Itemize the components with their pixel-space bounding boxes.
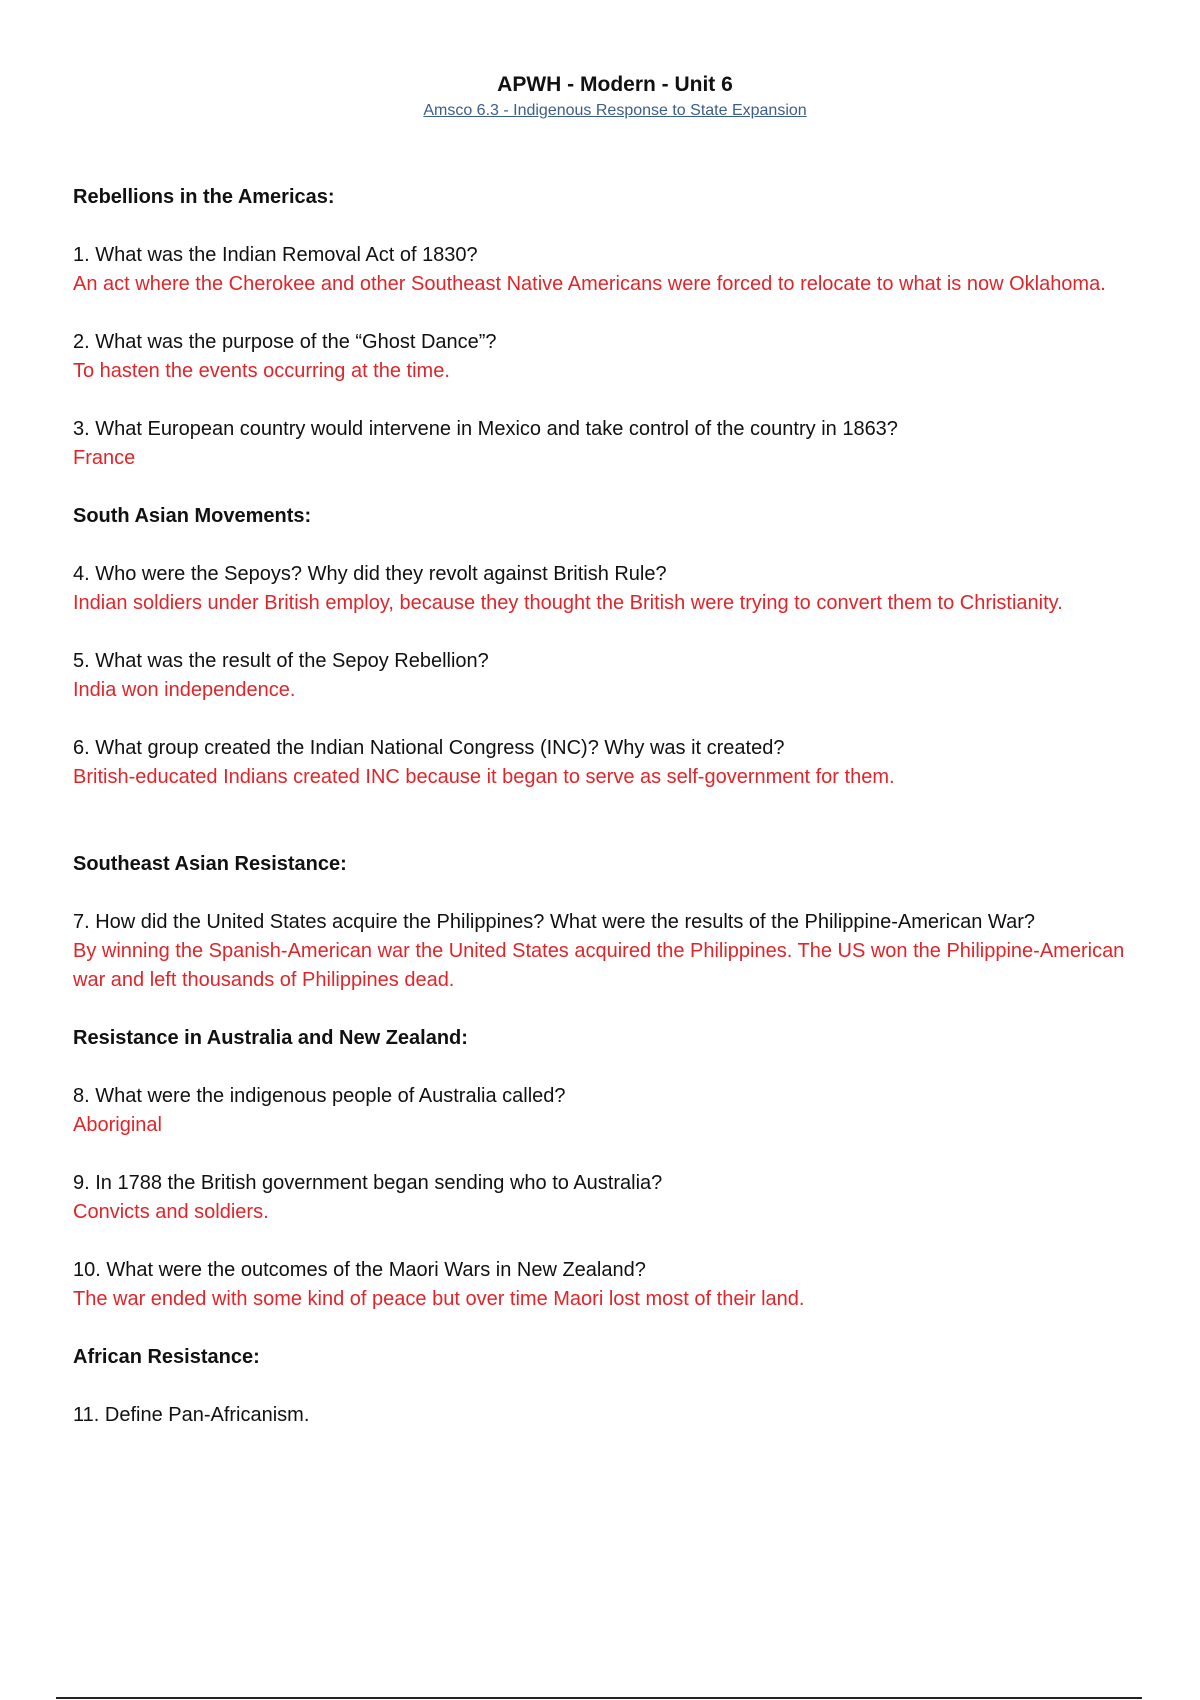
answer-8: Aboriginal — [73, 1114, 162, 1136]
question-5: 5. What was the result of the Sepoy Rebellion? — [73, 650, 489, 672]
answer-3: France — [73, 447, 136, 469]
qa-item-8 — [73, 1082, 1153, 1140]
qa-item-5 — [73, 647, 1153, 705]
question-4: 4. Who were the Sepoys? Why did they revolt against British Rule? — [73, 563, 667, 585]
section-heading-south-asia: South Asian Movements: — [73, 505, 312, 527]
section-heading-southeast-asia: Southeast Asian Resistance: — [73, 853, 347, 875]
qa-item-1 — [73, 241, 1153, 299]
question-8: 8. What were the indigenous people of Australia called? — [73, 1085, 566, 1107]
section-heading-americas: Rebellions in the Americas: — [73, 186, 335, 208]
question-3: 3. What European country would intervene in Mexico and take control of the country in 1863? — [73, 418, 898, 440]
question-11: 11. Define Pan-Africanism. — [73, 1404, 310, 1426]
answer-5: India won independence. — [73, 679, 296, 701]
qa-item-10 — [73, 1256, 1153, 1314]
question-1: 1. What was the Indian Removal Act of 1830? — [73, 244, 478, 266]
answer-6: British-educated Indians created INC because it began to serve as self-government for them. — [73, 766, 895, 788]
answer-7: By winning the Spanish-American war the United States acquired the Philippines. The US won the Philippine-American war and left thousands of Philippines dead. — [73, 940, 1125, 991]
question-7: 7. How did the United States acquire the Philippines? What were the results of the Philippine-American War? — [73, 911, 1035, 933]
document-title: APWH - Modern - Unit 6 — [497, 73, 733, 96]
section-heading-australia-nz: Resistance in Australia and New Zealand: — [73, 1027, 468, 1049]
qa-item-4 — [73, 560, 1153, 618]
qa-item-9 — [73, 1169, 1153, 1227]
subtitle-link[interactable]: Amsco 6.3 - Indigenous Response to State Expansion — [423, 102, 807, 119]
qa-item-3 — [73, 415, 1153, 473]
answer-9: Convicts and soldiers. — [73, 1201, 269, 1223]
question-10: 10. What were the outcomes of the Maori Wars in New Zealand? — [73, 1259, 646, 1281]
section-heading-africa: African Resistance: — [73, 1346, 260, 1368]
footer-divider — [56, 1697, 1142, 1699]
worksheet-content — [73, 183, 1153, 1459]
question-2: 2. What was the purpose of the “Ghost Dance”? — [73, 331, 497, 353]
answer-1: An act where the Cherokee and other Southeast Native Americans were forced to relocate to what is now Oklahoma. — [73, 273, 1106, 295]
document-subtitle — [0, 101, 1200, 121]
answer-10: The war ended with some kind of peace but over time Maori lost most of their land. — [73, 1288, 805, 1310]
answer-2: To hasten the events occurring at the time. — [73, 360, 450, 382]
answer-4: Indian soldiers under British employ, because they thought the British were trying to convert them to Christianity. — [73, 592, 1063, 614]
question-6: 6. What group created the Indian National Congress (INC)? Why was it created? — [73, 737, 785, 759]
qa-item-7 — [73, 908, 1153, 995]
blank-line — [73, 821, 1153, 850]
qa-item-6 — [73, 734, 1153, 792]
question-9: 9. In 1788 the British government began sending who to Australia? — [73, 1172, 663, 1194]
qa-item-2 — [73, 328, 1153, 386]
qa-item-11 — [73, 1401, 1153, 1430]
